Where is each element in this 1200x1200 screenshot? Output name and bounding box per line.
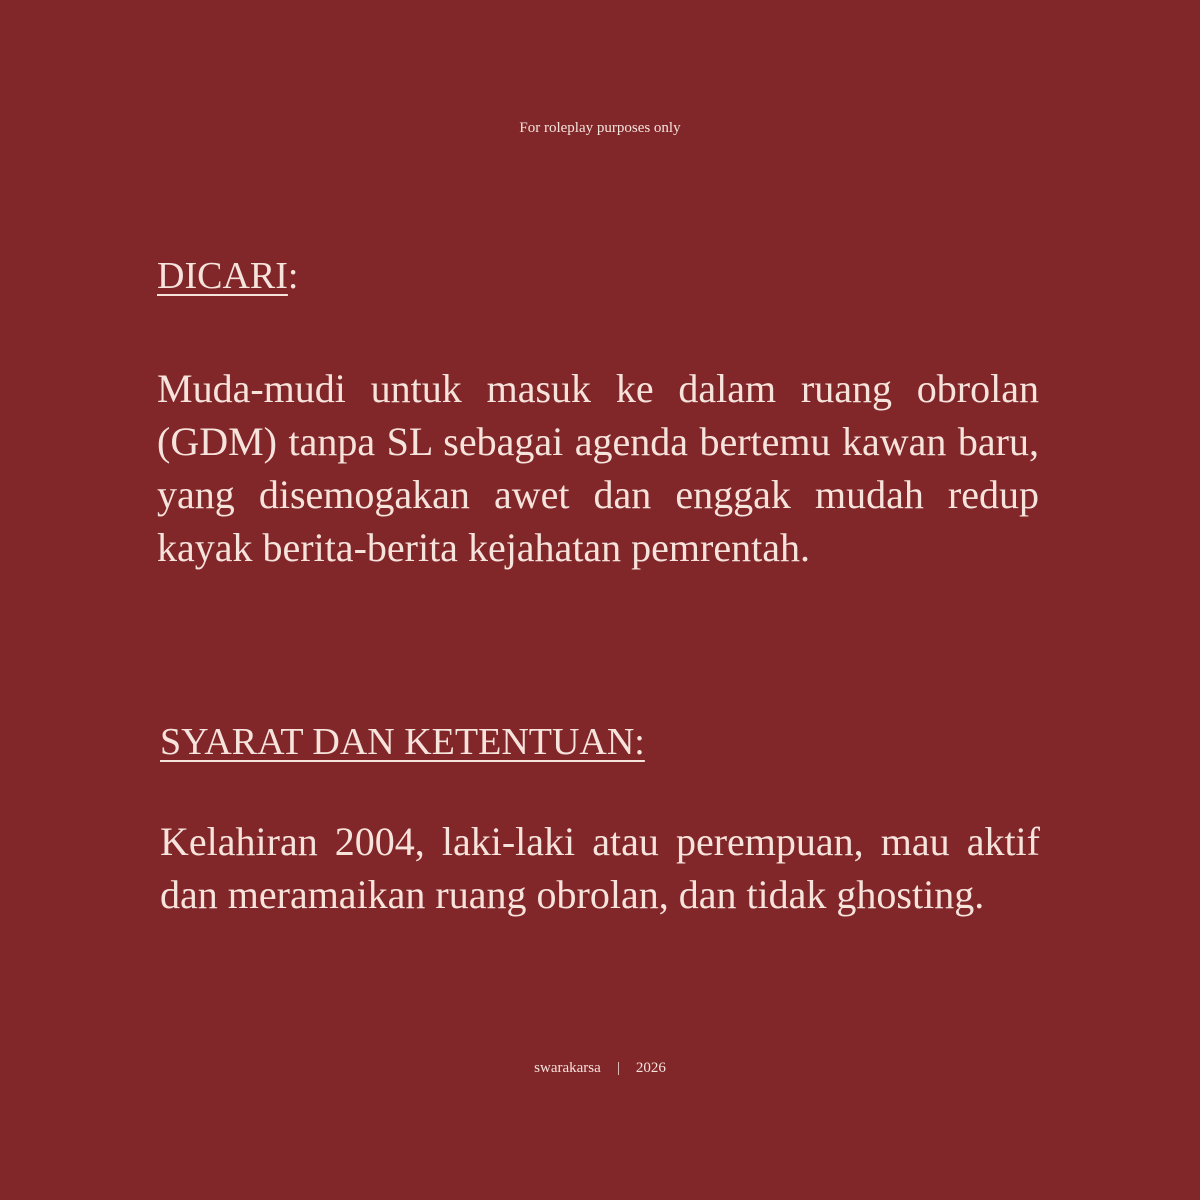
section-body-syarat: Kelahiran 2004, laki-laki atau perempuan, mau aktif dan meramaikan ruang obrolan, dan tidak ghosting. [160,819,1040,917]
footer-year: 2026 [635,1060,666,1076]
section-body-dicari: Muda-mudi untuk masuk ke dalam ruang obrolan (GDM) tanpa SL sebagai agenda bertemu kawan baru, yang disemogakan awet dan enggak mudah redup kayak berita-berita kejahatan pemrentah. [157,366,1039,570]
section-heading-syarat [160,722,645,764]
heading-colon: : [287,255,299,297]
footer-separator: | [616,1060,620,1076]
heading-text: SYARAT DAN KETENTUAN: [160,721,645,763]
disclaimer-note: For roleplay purposes only [519,120,681,136]
footer-brand: swarakarsa [534,1060,601,1076]
footer [0,1060,1200,1077]
heading-text: DICARI [157,255,288,297]
section-heading-dicari [157,256,298,298]
